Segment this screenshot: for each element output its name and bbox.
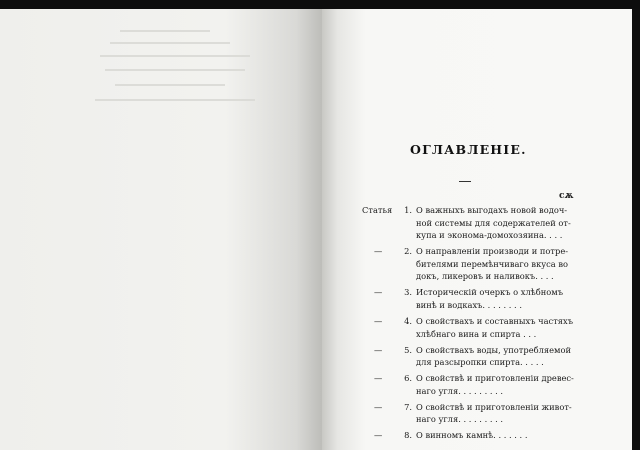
entry-line: О свойствѣ и приготовленіи древес-: [416, 373, 574, 384]
entry-number: 6.: [404, 373, 412, 384]
entry-line: О важныхъ выгодахъ новой водоч-: [416, 205, 568, 215]
entry-line: О свойствахъ воды, употребляемой: [416, 344, 571, 355]
scan-right-border: [632, 9, 640, 450]
show-through-line: [115, 84, 225, 86]
show-through-line: [100, 55, 250, 57]
scan-top-border: [0, 0, 640, 9]
entry-prefix: —: [374, 246, 383, 257]
entry-line: для разсыропки спирта. . . . .: [416, 357, 544, 368]
entry-line: О винномъ камнѣ. . . . . . .: [416, 430, 528, 441]
show-through-line: [105, 69, 245, 71]
entry-number: 7.: [404, 401, 412, 412]
toc-entry: [362, 204, 571, 242]
entry-line: винѣ и водкахъ. . . . . . . .: [416, 299, 522, 310]
entry-line: бителями перемѣнчиваго вкуса во: [416, 258, 569, 269]
entry-line: Историческій очеркъ о хлѣбномъ: [416, 287, 563, 298]
title-divider: [459, 181, 471, 182]
show-through-line: [110, 42, 230, 44]
entry-line: О направленіи производи и потре-: [416, 246, 569, 257]
entry-line: О свойствѣ и приготовленіи живот-: [416, 401, 572, 412]
toc-entry: [372, 372, 574, 397]
toc-entry: [372, 401, 572, 426]
entry-line: купа и эконома-домохозяина. . . .: [416, 230, 563, 241]
entry-number: 2.: [404, 246, 412, 257]
entry-prefix: —: [374, 315, 383, 326]
toc-entry: [372, 344, 571, 369]
entry-number: 3.: [404, 287, 412, 298]
entry-number: 5.: [404, 344, 412, 355]
page-column-label: сѫ: [559, 191, 574, 201]
toc-entry: [372, 286, 562, 311]
entry-line: наго угля. . . . . . . . .: [416, 414, 504, 425]
entry-number: 1.: [404, 205, 412, 215]
entry-prefix: —: [374, 430, 383, 441]
toc-entry: [372, 429, 562, 442]
left-page-blank: [0, 9, 322, 450]
entry-prefix: —: [374, 287, 383, 298]
page-title: ОГЛАВЛЕНІЕ.: [410, 142, 527, 157]
entry-prefix: —: [374, 373, 383, 384]
table-of-contents: [362, 204, 574, 445]
show-through-line: [95, 99, 255, 101]
entry-prefix: —: [374, 344, 383, 355]
toc-entry: [372, 315, 573, 340]
entry-number: 8.: [404, 430, 412, 441]
entry-line: О свойствахъ и составныхъ частяхъ: [416, 315, 573, 326]
entry-prefix: Статья: [362, 205, 393, 215]
entry-line: ной системы для содержателей от-: [416, 217, 571, 228]
entry-line: наго угля. . . . . . . . .: [416, 385, 504, 396]
entry-line: хлѣбнаго вина и спирта . . .: [416, 328, 537, 339]
entry-prefix: —: [374, 401, 383, 412]
entry-line: докъ, ликеровъ и наливокъ. . . .: [416, 271, 554, 282]
show-through-line: [120, 30, 210, 32]
toc-entry: [372, 245, 569, 283]
entry-number: 4.: [404, 315, 412, 326]
